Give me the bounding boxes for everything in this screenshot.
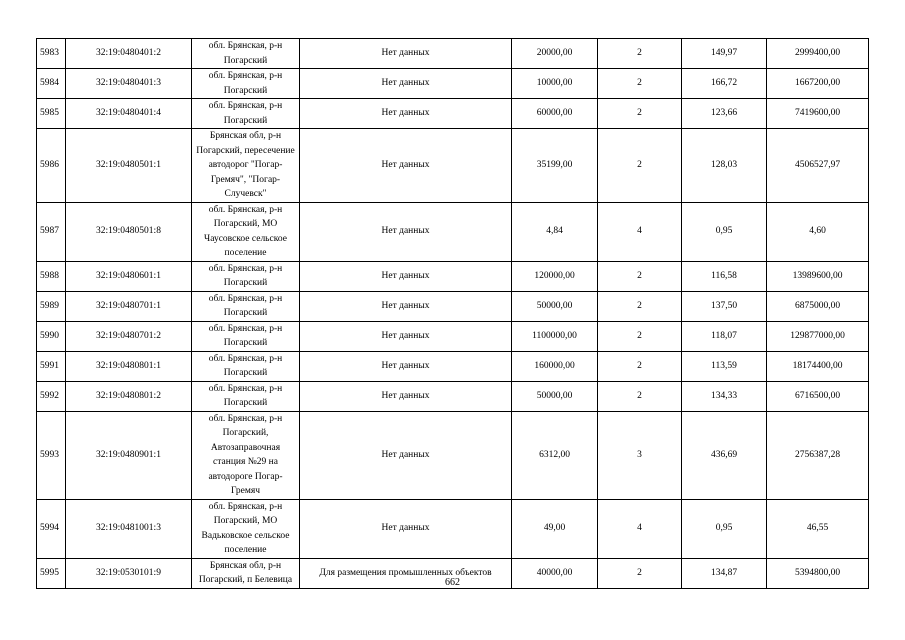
table-row <box>37 321 869 351</box>
cadastral-value: 13989600,00 <box>767 261 869 291</box>
specific-value: 134,87 <box>682 558 767 588</box>
area: 6312,00 <box>512 411 598 499</box>
cadastral-number: 32:19:0480501:1 <box>66 129 192 203</box>
group: 2 <box>598 321 682 351</box>
page-number: 662 <box>445 577 460 588</box>
address: обл. Брянская, р-н Погарский <box>192 99 300 129</box>
cadastral-value: 46,55 <box>767 499 869 558</box>
area: 4,84 <box>512 202 598 261</box>
area: 1100000,00 <box>512 321 598 351</box>
group: 2 <box>598 129 682 203</box>
row-number: 5984 <box>37 69 66 99</box>
cadastral-value: 6875000,00 <box>767 291 869 321</box>
row-number: 5987 <box>37 202 66 261</box>
group: 2 <box>598 39 682 69</box>
permitted-use: Нет данных <box>300 129 512 203</box>
row-number: 5994 <box>37 499 66 558</box>
row-number: 5983 <box>37 39 66 69</box>
group: 2 <box>598 261 682 291</box>
address: обл. Брянская, р-н Погарский, МО Вадьковское сельское поселение <box>192 499 300 558</box>
group: 4 <box>598 499 682 558</box>
area: 50000,00 <box>512 291 598 321</box>
area: 49,00 <box>512 499 598 558</box>
group: 2 <box>598 99 682 129</box>
address: обл. Брянская, р-н Погарский <box>192 291 300 321</box>
specific-value: 0,95 <box>682 202 767 261</box>
group: 3 <box>598 411 682 499</box>
specific-value: 149,97 <box>682 39 767 69</box>
row-number: 5993 <box>37 411 66 499</box>
cadastral-number: 32:19:0481001:3 <box>66 499 192 558</box>
address: обл. Брянская, р-н Погарский <box>192 261 300 291</box>
group: 2 <box>598 558 682 588</box>
specific-value: 0,95 <box>682 499 767 558</box>
area: 60000,00 <box>512 99 598 129</box>
row-number: 5989 <box>37 291 66 321</box>
row-number: 5986 <box>37 129 66 203</box>
permitted-use: Нет данных <box>300 202 512 261</box>
row-number: 5992 <box>37 381 66 411</box>
table-row <box>37 39 869 69</box>
table-row <box>37 202 869 261</box>
cadastral-number: 32:19:0480801:1 <box>66 351 192 381</box>
row-number: 5988 <box>37 261 66 291</box>
area: 40000,00 <box>512 558 598 588</box>
table-row <box>37 291 869 321</box>
address: обл. Брянская, р-н Погарский <box>192 69 300 99</box>
area: 20000,00 <box>512 39 598 69</box>
group: 2 <box>598 351 682 381</box>
group: 2 <box>598 381 682 411</box>
cadastral-value: 4506527,97 <box>767 129 869 203</box>
permitted-use: Нет данных <box>300 321 512 351</box>
specific-value: 137,50 <box>682 291 767 321</box>
permitted-use: Нет данных <box>300 351 512 381</box>
cadastral-number: 32:19:0480701:1 <box>66 291 192 321</box>
area: 35199,00 <box>512 129 598 203</box>
table-row <box>37 499 869 558</box>
specific-value: 436,69 <box>682 411 767 499</box>
cadastral-value: 6716500,00 <box>767 381 869 411</box>
address: обл. Брянская, р-н Погарский <box>192 351 300 381</box>
row-number: 5991 <box>37 351 66 381</box>
area: 10000,00 <box>512 69 598 99</box>
specific-value: 128,03 <box>682 129 767 203</box>
address: обл. Брянская, р-н Погарский <box>192 381 300 411</box>
specific-value: 166,72 <box>682 69 767 99</box>
cadastral-number: 32:19:0480901:1 <box>66 411 192 499</box>
permitted-use: Нет данных <box>300 291 512 321</box>
cadastral-value: 4,60 <box>767 202 869 261</box>
address: обл. Брянская, р-н Погарский <box>192 39 300 69</box>
group: 2 <box>598 291 682 321</box>
permitted-use: Для размещения промышленных объектов <box>300 558 512 588</box>
cadastral-number: 32:19:0530101:9 <box>66 558 192 588</box>
permitted-use: Нет данных <box>300 39 512 69</box>
cadastral-value: 5394800,00 <box>767 558 869 588</box>
permitted-use: Нет данных <box>300 499 512 558</box>
table-row <box>37 99 869 129</box>
table-row <box>37 381 869 411</box>
cadastral-value: 18174400,00 <box>767 351 869 381</box>
address: обл. Брянская, р-н Погарский, Автозаправочная станция №29 на автодороге Погар-Гремяч <box>192 411 300 499</box>
cadastral-number: 32:19:0480401:3 <box>66 69 192 99</box>
cadastral-number: 32:19:0480601:1 <box>66 261 192 291</box>
area: 160000,00 <box>512 351 598 381</box>
address: Брянская обл, р-н Погарский, п Белевица <box>192 558 300 588</box>
permitted-use: Нет данных <box>300 411 512 499</box>
table-row <box>37 411 869 499</box>
cadastral-number: 32:19:0480401:4 <box>66 99 192 129</box>
land-registry-table <box>36 38 869 589</box>
table-row <box>37 261 869 291</box>
cadastral-value: 7419600,00 <box>767 99 869 129</box>
area: 50000,00 <box>512 381 598 411</box>
permitted-use: Нет данных <box>300 69 512 99</box>
area: 120000,00 <box>512 261 598 291</box>
specific-value: 113,59 <box>682 351 767 381</box>
row-number: 5985 <box>37 99 66 129</box>
cadastral-value: 129877000,00 <box>767 321 869 351</box>
permitted-use: Нет данных <box>300 261 512 291</box>
group: 2 <box>598 69 682 99</box>
specific-value: 116,58 <box>682 261 767 291</box>
table-row <box>37 129 869 203</box>
cadastral-number: 32:19:0480801:2 <box>66 381 192 411</box>
address: Брянская обл, р-н Погарский, пересечение автодорог "Погар-Гремяч", "Погар-Случевск" <box>192 129 300 203</box>
address: обл. Брянская, р-н Погарский <box>192 321 300 351</box>
permitted-use: Нет данных <box>300 381 512 411</box>
cadastral-number: 32:19:0480501:8 <box>66 202 192 261</box>
specific-value: 123,66 <box>682 99 767 129</box>
cadastral-value: 2999400,00 <box>767 39 869 69</box>
address: обл. Брянская, р-н Погарский, МО Чаусовское сельское поселение <box>192 202 300 261</box>
specific-value: 134,33 <box>682 381 767 411</box>
group: 4 <box>598 202 682 261</box>
cadastral-number: 32:19:0480701:2 <box>66 321 192 351</box>
specific-value: 118,07 <box>682 321 767 351</box>
cadastral-number: 32:19:0480401:2 <box>66 39 192 69</box>
table-row <box>37 351 869 381</box>
cadastral-value: 2756387,28 <box>767 411 869 499</box>
permitted-use: Нет данных <box>300 99 512 129</box>
cadastral-value: 1667200,00 <box>767 69 869 99</box>
row-number: 5990 <box>37 321 66 351</box>
table-row <box>37 69 869 99</box>
row-number: 5995 <box>37 558 66 588</box>
